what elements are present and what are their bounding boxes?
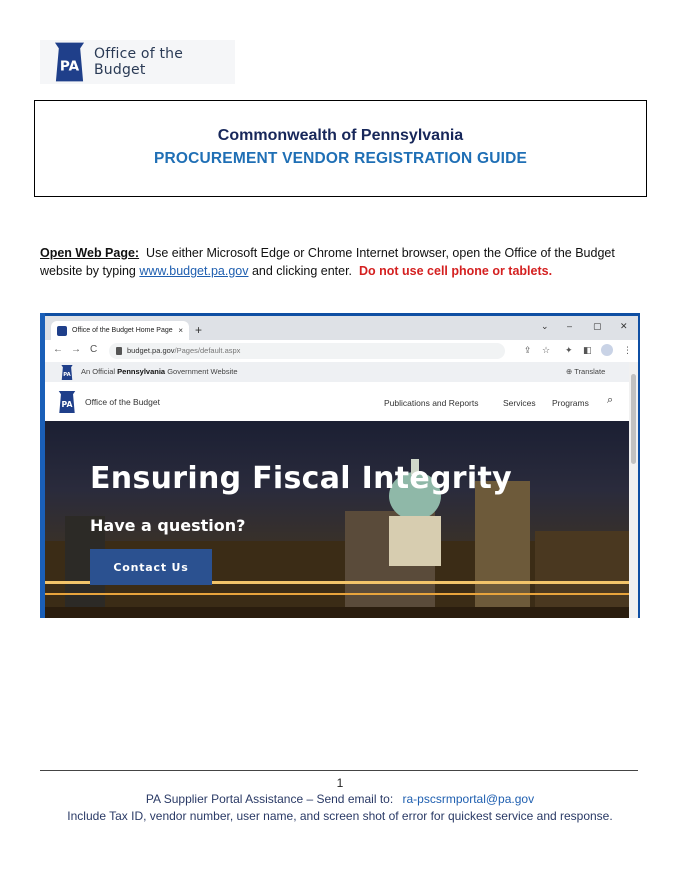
nav-publications[interactable]: Publications and Reports [384,398,479,408]
globe-icon: ⊕ [566,367,573,376]
keystone-icon [53,42,86,82]
site-keystone-icon[interactable] [57,391,77,413]
instruction-paragraph [40,244,640,280]
page-scrollbar[interactable] [629,362,638,618]
office-of-budget-logo [40,40,235,84]
browser-window [45,316,638,618]
new-tab-button[interactable]: + [195,323,203,337]
gov-banner-text [81,367,238,376]
budget-website-link[interactable]: www.budget.pa.gov [139,264,249,278]
reload-icon[interactable]: C [90,344,98,355]
browser-toolbar [45,340,638,362]
gov-badge-text: PA [63,371,71,378]
footer-assist-text: PA Supplier Portal Assistance – Send email to: [145,792,394,806]
translate-label: Translate [574,367,606,376]
bookmark-star-icon[interactable]: ☆ [542,345,551,355]
translate-button[interactable] [566,367,605,376]
gov-keystone-icon [60,365,74,380]
gov-banner [45,362,629,382]
scrollbar-thumb[interactable] [631,374,636,464]
page-number: 1 [336,776,344,790]
device-warning: Do not use cell phone or tablets. [358,264,553,278]
browser-screenshot [40,313,640,618]
profile-avatar-icon[interactable] [601,344,613,356]
close-window-button[interactable]: ✕ [620,321,628,331]
instruction-label: Open Web Page: [40,246,140,260]
logo-text: Office of the Budget [94,46,184,78]
site-header [45,382,629,421]
logo-badge-text: PA [59,58,80,75]
footer-divider [40,770,638,771]
instruction-text-end: and clicking enter. [251,264,353,278]
gov-banner-suffix: Government Website [167,367,238,376]
share-icon[interactable]: ⇪ [524,345,532,355]
hero-banner [45,421,629,618]
close-tab-icon[interactable]: × [178,326,183,335]
browser-tab[interactable] [51,321,189,340]
maximize-button[interactable]: ▢ [593,321,602,331]
gov-banner-prefix: An Official [81,367,116,376]
title-box [34,100,647,197]
url-host: budget.pa.gov [127,346,175,355]
web-page [45,362,629,618]
hero-subtitle: Have a question? [90,516,246,535]
back-icon[interactable]: ← [53,344,63,355]
search-icon[interactable]: ⌕ [607,394,614,406]
gov-banner-bold: Pennsylvania [117,367,166,376]
lock-icon [116,347,122,355]
footer-assistance [0,792,680,806]
extensions-icon[interactable]: ✦ [565,345,573,355]
tab-title: Office of the Budget Home Page [72,327,173,334]
site-name[interactable]: Office of the Budget [85,397,160,407]
contact-us-button[interactable]: Contact Us [90,549,212,585]
nav-programs[interactable]: Programs [552,398,589,408]
minimize-button[interactable]: – [567,321,573,331]
document-title: Commonwealth of Pennsylvania [217,127,464,144]
address-url [127,346,240,355]
tab-search-icon[interactable]: ⌄ [541,321,549,331]
forward-icon[interactable]: → [71,344,81,355]
tab-strip [45,316,638,340]
support-email-link[interactable]: ra-pscsrmportal@pa.gov [402,792,535,806]
browser-menu-icon[interactable]: ⋮ [623,345,632,355]
side-panel-icon[interactable]: ◧ [583,345,592,355]
instruction-text: Use either Microsoft Edge or Chrome Internet browser, open the Office of the Budget website by typing [40,246,615,278]
address-bar[interactable] [109,343,505,359]
hero-title: Ensuring Fiscal Integrity [90,461,512,496]
site-badge-text: PA [61,399,73,409]
footer-note: Include Tax ID, vendor number, user name, and screen shot of error for quickest service and response. [67,809,613,823]
nav-services[interactable]: Services [503,398,536,408]
url-path: /Pages/default.aspx [174,346,241,355]
favicon-icon [57,326,67,336]
document-subtitle: PROCUREMENT VENDOR REGISTRATION GUIDE [153,150,528,167]
